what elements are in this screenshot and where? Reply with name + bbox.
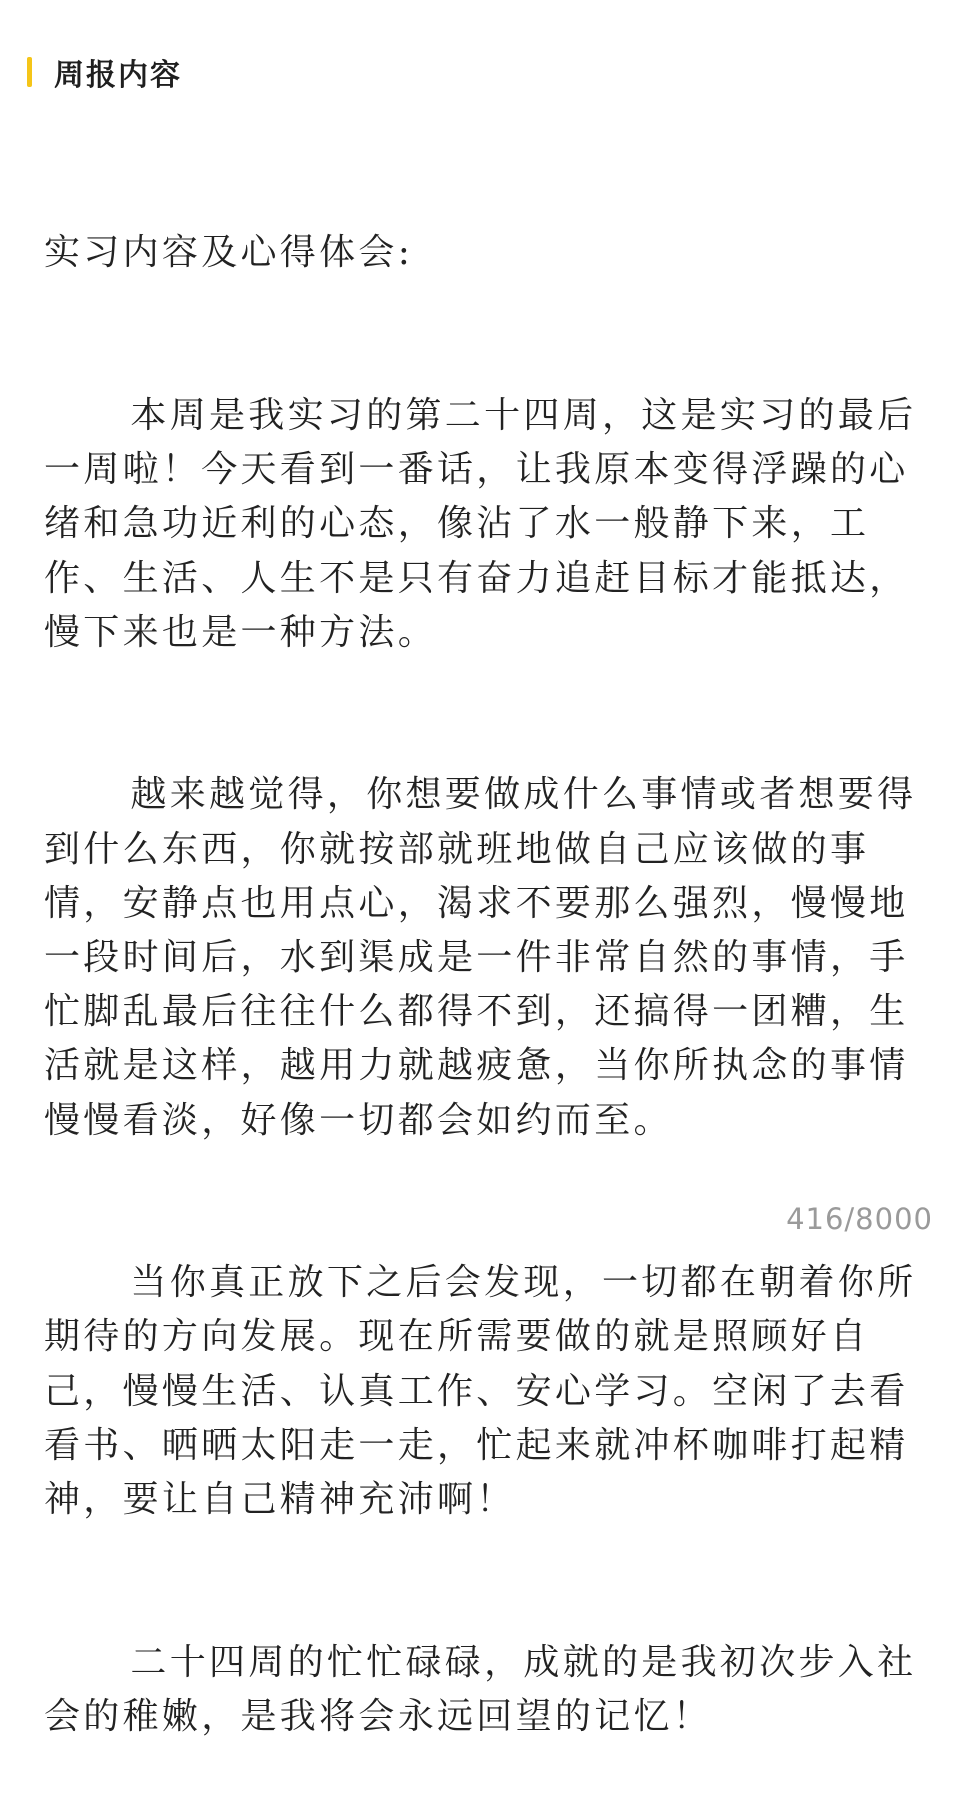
section-title: 周报内容 bbox=[54, 58, 182, 93]
content-heading: 实习内容及心得体会: bbox=[44, 232, 414, 274]
content-paragraph-4: 二十四周的忙忙碌碌，成就的是我初次步入社会的稚嫩，是我将会永远回望的记忆！ bbox=[44, 1641, 917, 1737]
accent-bar bbox=[27, 57, 32, 87]
character-counter: 416/8000 bbox=[786, 1202, 933, 1236]
section-header bbox=[27, 52, 182, 92]
content-paragraph-3: 当你真正放下之后会发现，一切都在朝着你所期待的方向发展。现在所需要做的就是照顾好自己，慢慢生活、认真工作、安心学习。空闲了去看看书、晒晒太阳走一走，忙起来就冲杯咖啡打起精神，要让自己精神充沛啊！ bbox=[44, 1262, 917, 1521]
content-paragraph-1: 本周是我实习的第二十四周，这是实习的最后一周啦！今天看到一番话，让我原本变得浮躁的心绪和急功近利的心态，像沾了水一般静下来，工作、生活、人生不是只有奋力追赶目标才能抵达，慢下来也是一种方法。 bbox=[44, 395, 917, 653]
content-paragraph-2: 越来越觉得，你想要做成什么事情或者想要得到什么东西，你就按部就班地做自己应该做的事情，安静点也用点心，渴求不要那么强烈，慢慢地一段时间后，水到渠成是一件非常自然的事情，手忙脚乱最后往往什么都得不到，还搞得一团糟，生活就是这样，越用力就越疲惫，当你所执念的事情慢慢看淡，好像一切都会如约而至。 bbox=[44, 774, 917, 1141]
